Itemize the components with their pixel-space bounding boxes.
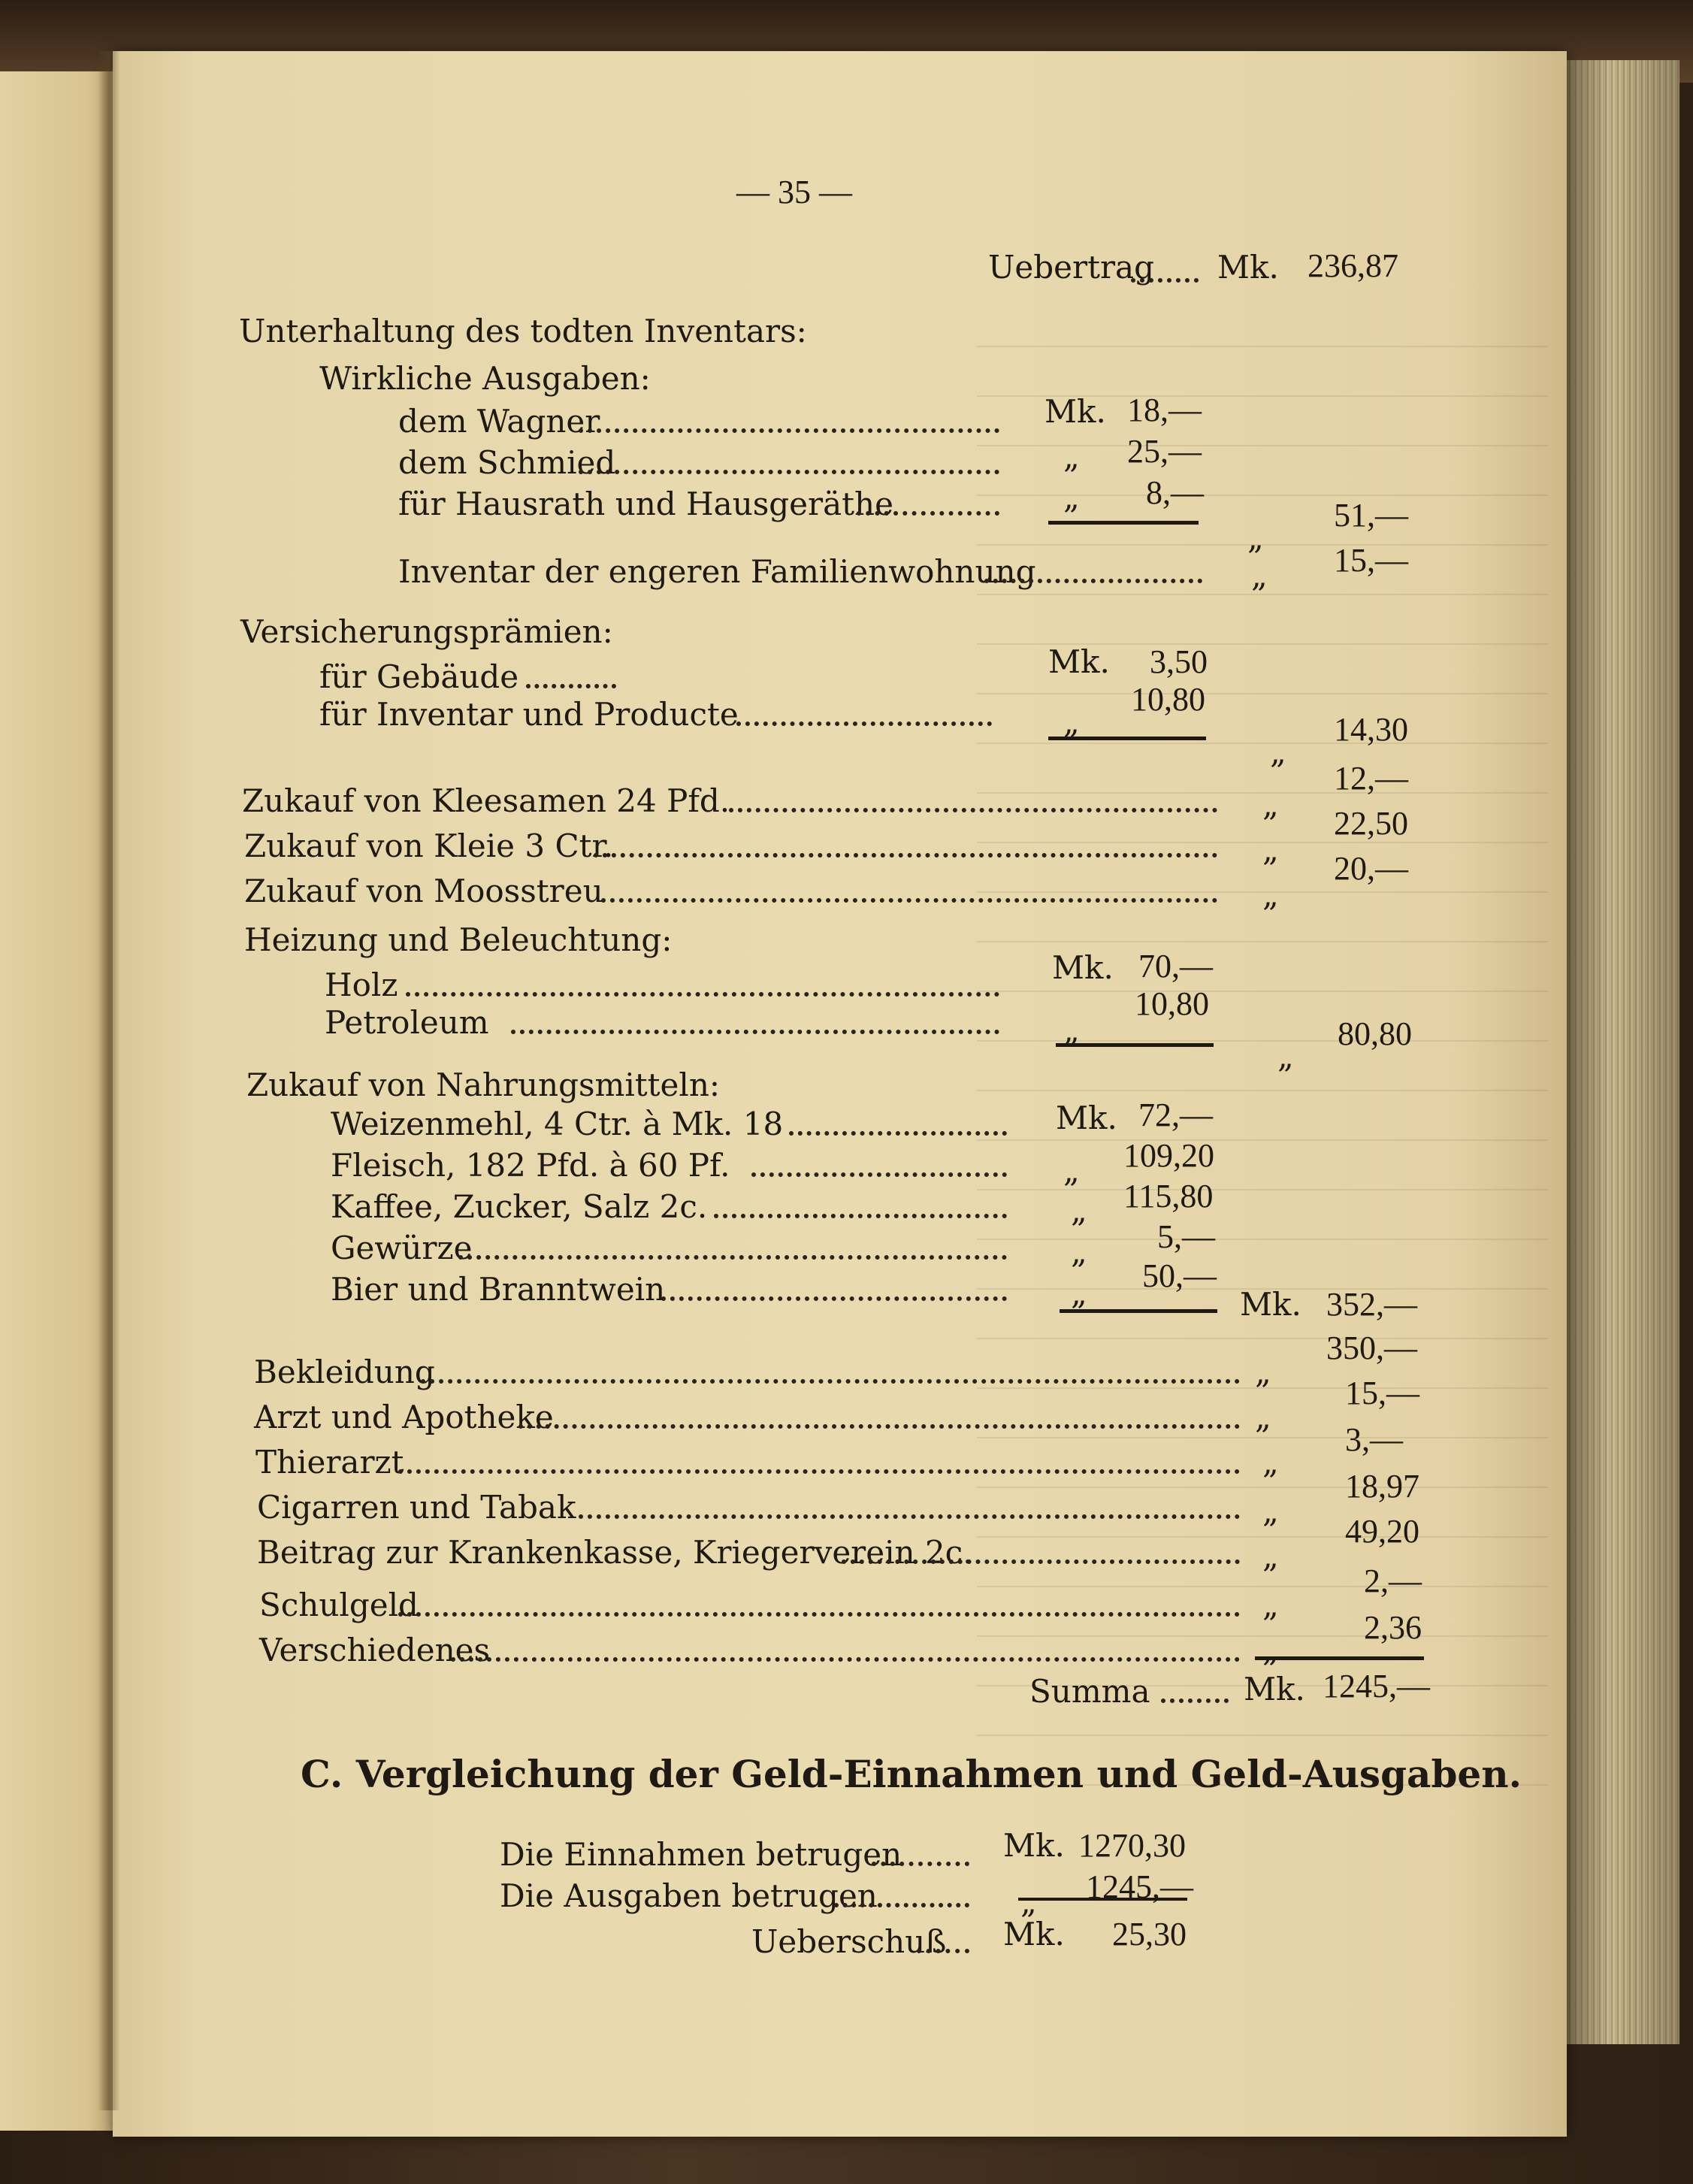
- leader-dots: [857, 504, 999, 516]
- leader-dots: [398, 1605, 1240, 1617]
- misc-currency: „: [1262, 1632, 1279, 1668]
- petroleum-amount: 10,80: [1135, 985, 1209, 1022]
- wood-label: Holz: [325, 966, 398, 1003]
- cigars-label: Cigarren und Tabak: [257, 1489, 576, 1526]
- coffee-amount: 115,80: [1123, 1178, 1214, 1215]
- clothing-amount: 350,—: [1326, 1329, 1417, 1366]
- comparison-rule: [1018, 1898, 1187, 1901]
- page-stack-shadow: [1567, 60, 1679, 2044]
- inventory-products-amount: 10,80: [1131, 681, 1205, 718]
- insurance-header: Versicherungsprämien:: [240, 613, 613, 650]
- leader-dots: [834, 1895, 969, 1907]
- subtotal-rule: [1048, 521, 1199, 525]
- inventory-header: Unterhaltung des todten Inventars:: [239, 313, 807, 349]
- wagner-amount: 18,—: [1127, 392, 1202, 428]
- bran-amount: 22,50: [1334, 805, 1408, 842]
- sum-label: Summa: [1029, 1673, 1150, 1710]
- schmied-label: dem Schmied: [398, 444, 616, 481]
- inventory-products-currency: „: [1063, 703, 1080, 740]
- clothing-label: Bekleidung: [254, 1354, 435, 1390]
- flour-label: Weizenmehl, 4 Ctr. à Mk. 18: [331, 1106, 784, 1142]
- leader-dots: [421, 1372, 1240, 1384]
- petroleum-currency: „: [1063, 1012, 1080, 1048]
- buildings-amount: 3,50: [1150, 643, 1208, 680]
- leader-dots: [714, 1206, 1007, 1218]
- surplus-label: Ueberschuß: [751, 1923, 947, 1960]
- leader-dots: [984, 571, 1202, 583]
- leader-dots: [1131, 271, 1199, 283]
- spices-label: Gewürze: [331, 1230, 473, 1266]
- meat-amount: 109,20: [1123, 1137, 1214, 1174]
- bran-label: Zukauf von Kleie 3 Ctr.: [244, 827, 614, 864]
- inventory-products-label: für Inventar und Producte: [319, 696, 739, 733]
- heating-header: Heizung und Beleuchtung:: [244, 921, 673, 958]
- actual-total-currency: „: [1247, 519, 1264, 556]
- leader-dots: [1161, 1691, 1229, 1703]
- wood-currency: Mk.: [1052, 949, 1114, 986]
- school-amount: 2,—: [1364, 1562, 1422, 1599]
- hausrath-amount: 8,—: [1146, 474, 1204, 511]
- hausrath-currency: „: [1063, 479, 1080, 516]
- leader-dots: [579, 1507, 1240, 1519]
- leader-dots: [579, 462, 999, 474]
- surplus-currency: Mk.: [1003, 1916, 1065, 1953]
- bran-currency: „: [1262, 831, 1279, 868]
- actual-expenses-header: Wirkliche Ausgaben:: [319, 360, 651, 397]
- vet-label: Thierarzt: [255, 1444, 404, 1481]
- food-total-amount: 352,—: [1326, 1286, 1417, 1323]
- page-number: — 35 —: [736, 174, 852, 210]
- carryover-currency: Mk.: [1217, 249, 1279, 286]
- clover-seed-currency: „: [1262, 786, 1279, 823]
- buildings-currency: Mk.: [1048, 643, 1110, 680]
- leader-dots: [579, 421, 999, 433]
- cigars-amount: 18,97: [1345, 1468, 1419, 1505]
- leader-dots: [661, 1289, 1007, 1301]
- leader-dots: [917, 1941, 969, 1953]
- schmied-currency: „: [1063, 438, 1080, 475]
- beer-currency: „: [1071, 1275, 1087, 1311]
- sum-amount: 1245,—: [1323, 1668, 1430, 1705]
- clover-seed-label: Zukauf von Kleesamen 24 Pfd.: [242, 782, 730, 819]
- beer-label: Bier und Branntwein: [331, 1271, 666, 1308]
- expenses-amount: 1245,—: [1086, 1868, 1193, 1905]
- food-header: Zukauf von Nahrungsmitteln:: [246, 1066, 721, 1103]
- leader-dots: [789, 1124, 1007, 1136]
- expenses-currency: „: [1020, 1883, 1037, 1920]
- leader-dots: [518, 1417, 1240, 1429]
- leader-dots: [398, 1462, 1240, 1474]
- surplus-amount: 25,30: [1112, 1916, 1187, 1953]
- wagner-currency: Mk.: [1045, 393, 1106, 430]
- misc-amount: 2,36: [1364, 1609, 1422, 1646]
- income-amount: 1270,30: [1078, 1827, 1186, 1864]
- moss-litter-label: Zukauf von Moosstreu: [244, 873, 603, 909]
- heating-total-amount: 80,80: [1338, 1015, 1412, 1052]
- leader-dots: [458, 1248, 1007, 1260]
- carryover-label: Uebertrag: [988, 249, 1154, 286]
- doctor-currency: „: [1255, 1399, 1271, 1435]
- coffee-label: Kaffee, Zucker, Salz 2c.: [331, 1188, 708, 1225]
- leader-dots: [594, 845, 1217, 858]
- schmied-amount: 25,—: [1127, 433, 1202, 470]
- family-inventory-currency: „: [1251, 557, 1268, 594]
- heating-total-currency: „: [1277, 1038, 1294, 1075]
- coffee-currency: „: [1071, 1192, 1087, 1229]
- insurance-total-amount: 14,30: [1334, 711, 1408, 748]
- leader-dots: [451, 1650, 1240, 1662]
- spices-amount: 5,—: [1157, 1218, 1215, 1255]
- leader-dots: [872, 1854, 969, 1866]
- beer-amount: 50,—: [1142, 1257, 1217, 1294]
- total-rule: [1255, 1656, 1424, 1660]
- expenses-label: Die Ausgaben betrugen: [500, 1877, 878, 1914]
- actual-total-amount: 51,—: [1334, 497, 1408, 534]
- doctor-label: Arzt und Apotheke: [254, 1399, 554, 1435]
- flour-currency: Mk.: [1056, 1100, 1117, 1136]
- subtotal-rule: [1060, 1309, 1217, 1313]
- family-inventory-label: Inventar der engeren Familienwohnung: [398, 553, 1036, 590]
- wagner-label: dem Wagner: [398, 403, 600, 440]
- flour-amount: 72,—: [1138, 1097, 1213, 1133]
- moss-litter-amount: 20,—: [1334, 850, 1408, 887]
- misc-label: Verschiedenes: [259, 1632, 491, 1668]
- income-label: Die Einnahmen betrugen: [500, 1836, 902, 1873]
- contribution-currency: „: [1262, 1538, 1279, 1574]
- spices-currency: „: [1071, 1233, 1087, 1270]
- cigars-currency: „: [1262, 1493, 1279, 1529]
- leader-dots: [406, 985, 999, 997]
- leader-dots: [511, 1022, 999, 1034]
- meat-label: Fleisch, 182 Pfd. à 60 Pf.: [331, 1147, 730, 1184]
- buildings-label: für Gebäude: [319, 658, 519, 695]
- leader-dots: [526, 676, 616, 688]
- wood-amount: 70,—: [1138, 948, 1213, 985]
- meat-currency: „: [1063, 1152, 1080, 1189]
- family-inventory-amount: 15,—: [1334, 542, 1408, 579]
- contribution-amount: 49,20: [1345, 1513, 1419, 1550]
- subtotal-rule: [1056, 1043, 1214, 1047]
- vet-currency: „: [1262, 1444, 1279, 1481]
- school-label: Schulgeld: [259, 1587, 419, 1623]
- clover-seed-amount: 12,—: [1334, 760, 1408, 797]
- clothing-currency: „: [1255, 1354, 1271, 1390]
- moss-litter-currency: „: [1262, 876, 1279, 913]
- subtotal-rule: [1048, 737, 1206, 740]
- leader-dots: [729, 800, 1217, 812]
- doctor-amount: 15,—: [1345, 1375, 1419, 1411]
- petroleum-label: Petroleum: [325, 1004, 489, 1041]
- contribution-label: Beitrag zur Krankenkasse, Kriegerverein 2c.: [257, 1534, 973, 1571]
- income-currency: Mk.: [1003, 1827, 1065, 1864]
- school-currency: „: [1262, 1587, 1279, 1623]
- insurance-total-currency: „: [1270, 734, 1286, 770]
- leader-dots: [842, 1552, 1240, 1564]
- gutter-shadow: [98, 51, 120, 2110]
- leader-dots: [736, 714, 992, 726]
- vet-amount: 3,—: [1345, 1421, 1403, 1458]
- leader-dots: [751, 1165, 1007, 1177]
- comparison-heading: C. Vergleichung der Geld-Einnahmen und Geld-Ausgaben.: [301, 1752, 1522, 1796]
- food-total-currency: Mk.: [1240, 1286, 1301, 1323]
- carryover-amount: 236,87: [1308, 247, 1398, 284]
- hausrath-label: für Hausrath und Hausgeräthe: [398, 486, 893, 522]
- leader-dots: [601, 891, 1217, 903]
- sum-currency: Mk.: [1244, 1671, 1305, 1708]
